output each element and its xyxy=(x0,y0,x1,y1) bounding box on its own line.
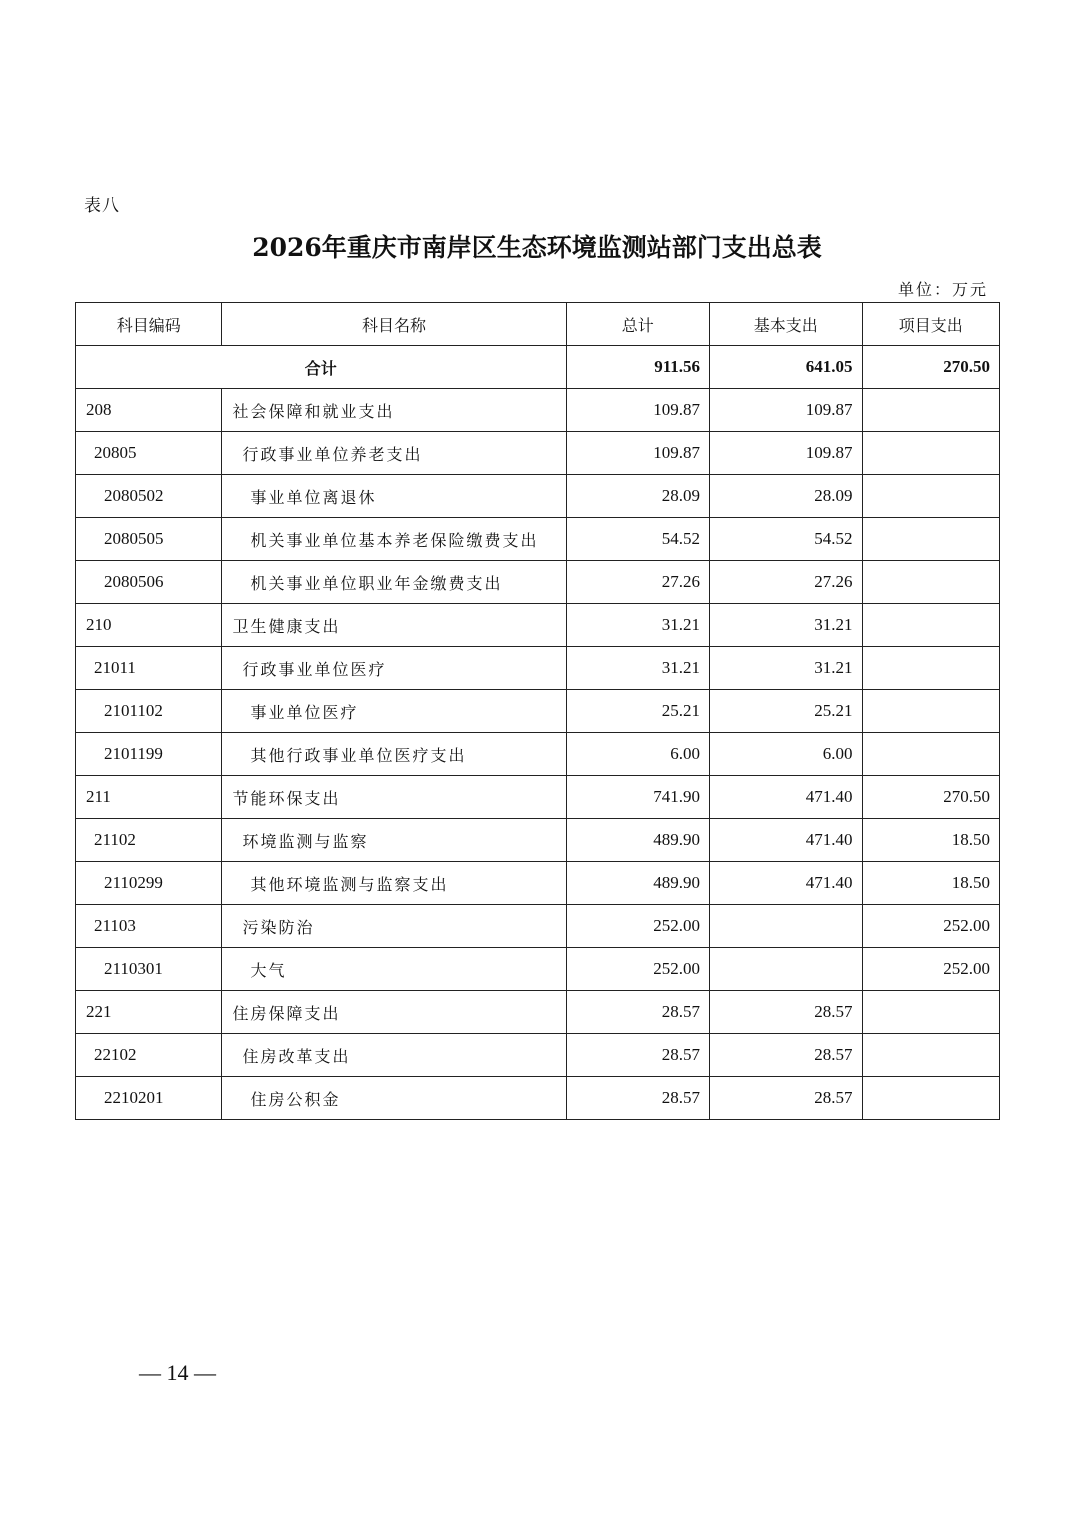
row-code: 210 xyxy=(76,604,222,647)
row-name: 卫生健康支出 xyxy=(222,604,566,647)
row-name: 行政事业单位医疗 xyxy=(222,647,566,690)
row-project: 270.50 xyxy=(862,776,999,819)
row-name: 环境监测与监察 xyxy=(222,819,566,862)
table-row xyxy=(76,991,1000,1034)
header-basic: 基本支出 xyxy=(710,303,862,346)
row-total: 252.00 xyxy=(566,905,709,948)
row-total: 28.09 xyxy=(566,475,709,518)
unit-label: 单位：万元 xyxy=(897,280,988,299)
table-row xyxy=(76,475,1000,518)
table-row xyxy=(76,432,1000,475)
row-project xyxy=(862,518,999,561)
row-name: 机关事业单位基本养老保险缴费支出 xyxy=(222,518,566,561)
sum-total: 911.56 xyxy=(566,346,709,389)
row-total: 31.21 xyxy=(566,647,709,690)
row-total: 28.57 xyxy=(566,1077,709,1120)
row-basic: 31.21 xyxy=(710,604,862,647)
header-project: 项目支出 xyxy=(862,303,999,346)
row-code: 2110299 xyxy=(76,862,222,905)
table-row xyxy=(76,1034,1000,1077)
table-row xyxy=(76,647,1000,690)
row-basic xyxy=(710,905,862,948)
row-total: 54.52 xyxy=(566,518,709,561)
row-project: 252.00 xyxy=(862,948,999,991)
row-project xyxy=(862,690,999,733)
row-basic: 25.21 xyxy=(710,690,862,733)
row-project: 252.00 xyxy=(862,905,999,948)
row-name: 住房保障支出 xyxy=(222,991,566,1034)
sum-project: 270.50 xyxy=(862,346,999,389)
row-total: 109.87 xyxy=(566,432,709,475)
table-row xyxy=(76,819,1000,862)
row-basic: 28.09 xyxy=(710,475,862,518)
table-row xyxy=(76,518,1000,561)
row-project: 18.50 xyxy=(862,862,999,905)
row-project xyxy=(862,733,999,776)
row-basic: 28.57 xyxy=(710,991,862,1034)
table-row xyxy=(76,733,1000,776)
row-name: 节能环保支出 xyxy=(222,776,566,819)
row-name: 大气 xyxy=(222,948,566,991)
row-name: 住房公积金 xyxy=(222,1077,566,1120)
header-total: 总计 xyxy=(566,303,709,346)
row-project xyxy=(862,389,999,432)
header-code: 科目编码 xyxy=(76,303,222,346)
row-basic: 471.40 xyxy=(710,776,862,819)
row-name: 行政事业单位养老支出 xyxy=(222,432,566,475)
row-project xyxy=(862,432,999,475)
row-total: 252.00 xyxy=(566,948,709,991)
row-basic xyxy=(710,948,862,991)
table-row xyxy=(76,690,1000,733)
row-basic: 471.40 xyxy=(710,862,862,905)
sum-basic: 641.05 xyxy=(710,346,862,389)
row-code: 20805 xyxy=(76,432,222,475)
row-code: 221 xyxy=(76,991,222,1034)
row-total: 741.90 xyxy=(566,776,709,819)
row-basic: 31.21 xyxy=(710,647,862,690)
row-code: 2101102 xyxy=(76,690,222,733)
row-project: 18.50 xyxy=(862,819,999,862)
row-total: 31.21 xyxy=(566,604,709,647)
row-total: 27.26 xyxy=(566,561,709,604)
row-total: 6.00 xyxy=(566,733,709,776)
row-basic: 471.40 xyxy=(710,819,862,862)
row-name: 污染防治 xyxy=(222,905,566,948)
row-total: 25.21 xyxy=(566,690,709,733)
row-basic: 27.26 xyxy=(710,561,862,604)
row-project xyxy=(862,647,999,690)
row-code: 22102 xyxy=(76,1034,222,1077)
row-code: 2080502 xyxy=(76,475,222,518)
table-row xyxy=(76,776,1000,819)
table-row xyxy=(76,948,1000,991)
row-code: 211 xyxy=(76,776,222,819)
row-total: 109.87 xyxy=(566,389,709,432)
row-code: 208 xyxy=(76,389,222,432)
expenditure-table xyxy=(75,302,1000,1120)
row-name: 住房改革支出 xyxy=(222,1034,566,1077)
row-code: 2080505 xyxy=(76,518,222,561)
row-code: 21102 xyxy=(76,819,222,862)
table-row xyxy=(76,1077,1000,1120)
row-total: 28.57 xyxy=(566,991,709,1034)
row-total: 489.90 xyxy=(566,862,709,905)
row-code: 21103 xyxy=(76,905,222,948)
row-code: 2101199 xyxy=(76,733,222,776)
row-total: 489.90 xyxy=(566,819,709,862)
row-basic: 6.00 xyxy=(710,733,862,776)
row-basic: 28.57 xyxy=(710,1077,862,1120)
page-title: 2026年重庆市南岸区生态环境监测站部门支出总表 xyxy=(252,233,822,262)
row-total: 28.57 xyxy=(566,1034,709,1077)
row-code: 2210201 xyxy=(76,1077,222,1120)
row-name: 事业单位离退休 xyxy=(222,475,566,518)
row-project xyxy=(862,1034,999,1077)
row-basic: 109.87 xyxy=(710,389,862,432)
row-project xyxy=(862,991,999,1034)
row-code: 2110301 xyxy=(76,948,222,991)
row-name: 其他环境监测与监察支出 xyxy=(222,862,566,905)
row-project xyxy=(862,561,999,604)
table-row xyxy=(76,604,1000,647)
row-code: 21011 xyxy=(76,647,222,690)
row-project xyxy=(862,475,999,518)
header-name: 科目名称 xyxy=(222,303,566,346)
table-row xyxy=(76,389,1000,432)
row-basic: 109.87 xyxy=(710,432,862,475)
sum-row xyxy=(76,346,1000,389)
header-row xyxy=(76,303,1000,346)
row-project xyxy=(862,1077,999,1120)
row-name: 社会保障和就业支出 xyxy=(222,389,566,432)
row-name: 机关事业单位职业年金缴费支出 xyxy=(222,561,566,604)
table-row xyxy=(76,862,1000,905)
row-name: 其他行政事业单位医疗支出 xyxy=(222,733,566,776)
sum-label: 合计 xyxy=(76,346,567,389)
page-number: — 14 — xyxy=(139,1360,216,1385)
table-row xyxy=(76,905,1000,948)
table-label: 表八 xyxy=(84,196,120,216)
row-basic: 28.57 xyxy=(710,1034,862,1077)
row-code: 2080506 xyxy=(76,561,222,604)
row-name: 事业单位医疗 xyxy=(222,690,566,733)
table-row xyxy=(76,561,1000,604)
row-basic: 54.52 xyxy=(710,518,862,561)
row-project xyxy=(862,604,999,647)
